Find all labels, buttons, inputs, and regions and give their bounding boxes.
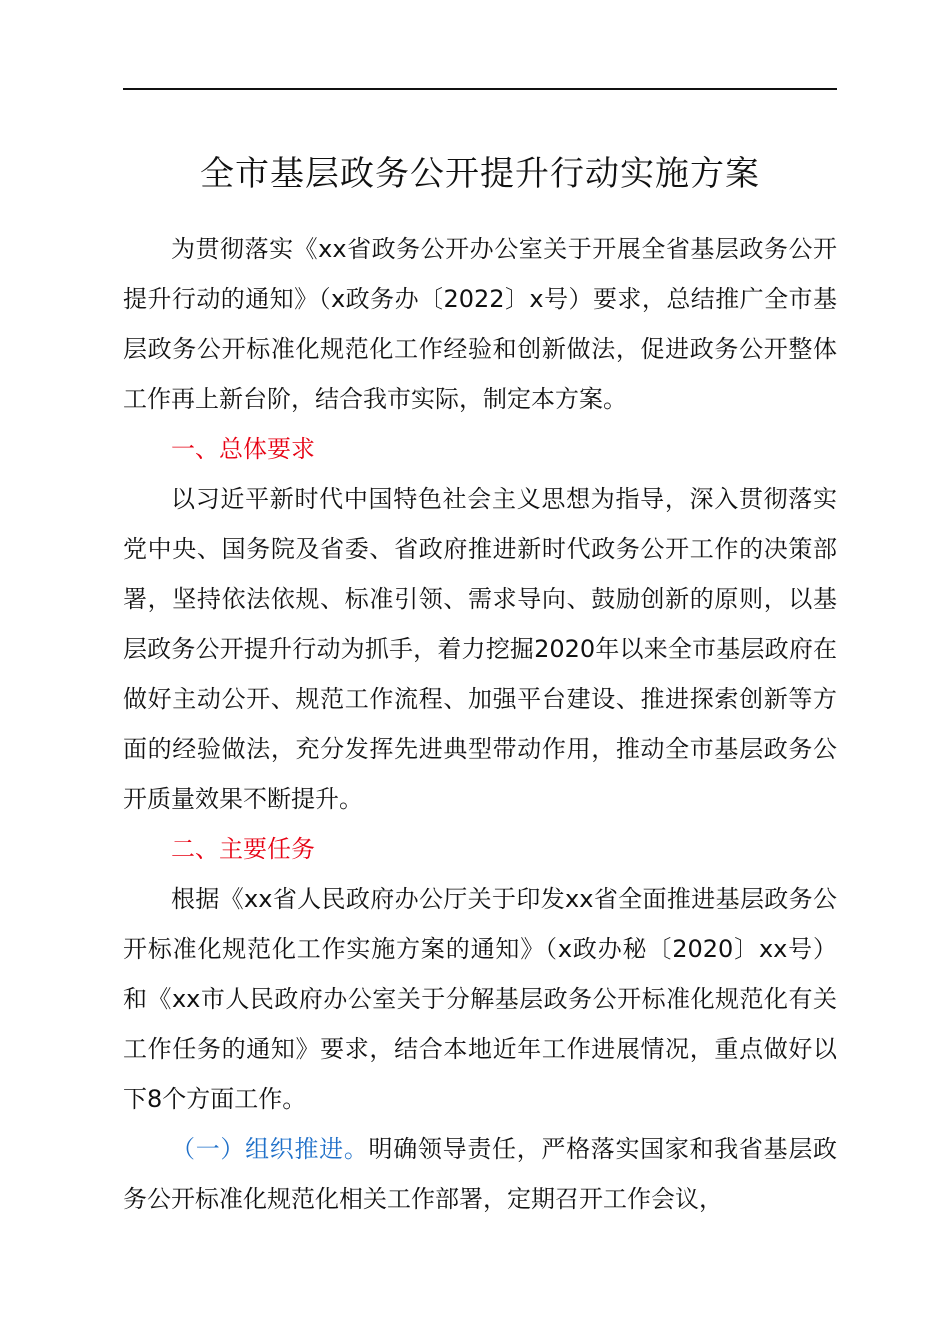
document-title: 全市基层政务公开提升行动实施方案 (200, 154, 760, 194)
section-1-paragraph: 以习近平新时代中国特色社会主义思想为指导，深入贯彻落实党中央、国务院及省委、省政府推进新时代政务公开工作的决策部署，坚持依法依规、标准引领、需求导向、鼓励创新的原则，以基层政务公开提升行动为抓手，着力挖掘2020年以来全市基层政府在做好主动公开、规范工作流程、加强平台建设、推进探索创新等方面的经验做法，充分发挥先进典型带动作用，推动全市基层政务公开质量效果不断提升。 (123, 485, 837, 813)
document-body (123, 224, 837, 1224)
header-rule (123, 88, 837, 90)
item-1-text: 明确领导责任，严格落实国家和我省基层政务公开标准化规范化相关工作部署，定期召开工作会议， (123, 1135, 838, 1213)
item-1-lead: （一）组织推进。 (171, 1135, 369, 1163)
section-heading-2: 二、主要任务 (171, 835, 315, 863)
item-1-paragraph (123, 1124, 837, 1224)
section-heading-1: 一、总体要求 (171, 435, 315, 463)
intro-paragraph: 为贯彻落实《xx省政务公开办公室关于开展全省基层政务公开提升行动的通知》（x政务办〔2022〕x号）要求，总结推广全市基层政务公开标准化规范化工作经验和创新做法，促进政务公开整体工作再上新台阶，结合我市实际，制定本方案。 (123, 235, 837, 413)
section-2-paragraph: 根据《xx省人民政府办公厅关于印发xx省全面推进基层政务公开标准化规范化工作实施方案的通知》（x政办秘〔2020〕xx号）和《xx市人民政府办公室关于分解基层政务公开标准化规范化有关工作任务的通知》要求，结合本地近年工作进展情况，重点做好以下8个方面工作。 (123, 885, 837, 1113)
